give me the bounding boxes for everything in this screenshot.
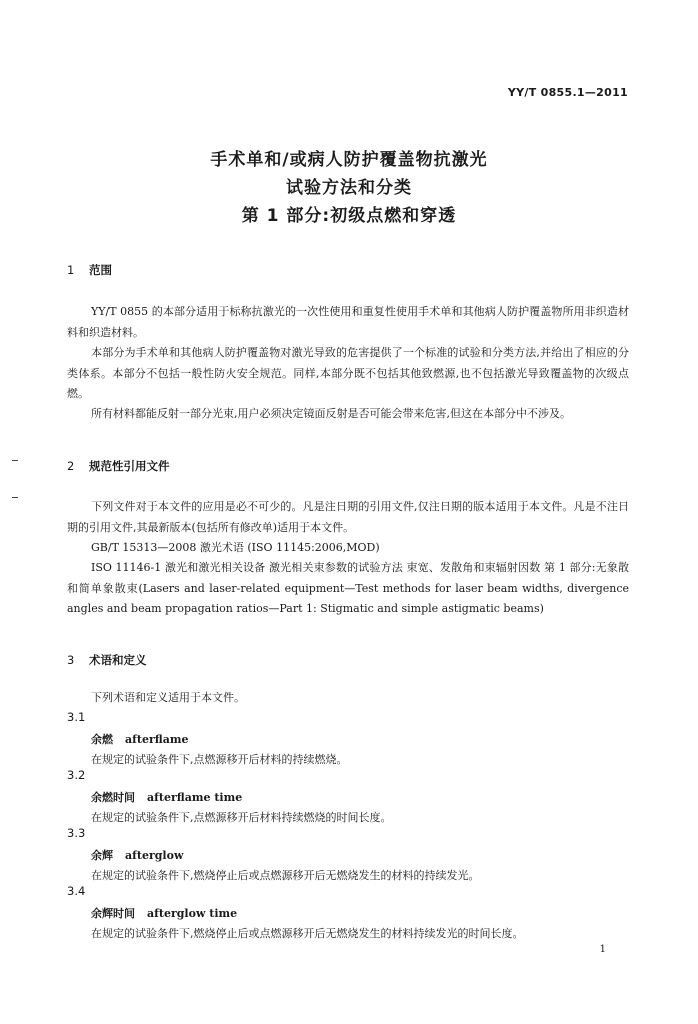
margin-mark bbox=[12, 497, 18, 498]
term-name: 余燃时间 afterflame time bbox=[91, 791, 243, 804]
section-2-heading bbox=[67, 458, 170, 474]
section-1-paragraph-2: 本部分为手术单和其他病人防护覆盖物对激光导致的危害提供了一个标准的试验和分类方法,并给出了相应的分类体系。本部分不包括一般性防火安全规范。同样,本部分既不包括其他致燃源,也不包括激光导致覆盖物的次级点燃。 bbox=[67, 346, 629, 400]
section-3-heading bbox=[67, 652, 147, 668]
section-1-paragraph-1: YY/T 0855 的本部分适用于标称抗激光的一次性使用和重复性使用手术单和其他病人防护覆盖物所用非织造材料和织造材料。 bbox=[67, 305, 629, 339]
section-1-number: 1 bbox=[67, 263, 75, 277]
section-2-paragraph-1: 下列文件对于本文件的应用是必不可少的。凡是注日期的引用文件,仅注日期的版本适用于本文件。凡是不注日期的引用文件,其最新版本(包括所有修改单)适用于本文件。 bbox=[67, 500, 629, 534]
term-name: 余辉时间 afterglow time bbox=[91, 907, 238, 920]
title-line-2: 试验方法和分类 bbox=[286, 178, 412, 198]
section-3-intro: 下列术语和定义适用于本文件。 bbox=[91, 691, 245, 704]
section-2-paragraph-3: ISO 11146-1 激光和激光相关设备 激光相关束参数的试验方法 束宽、发散角和束辐射因数 第 1 部分:无象散和简单象散束(Lasers and laser-related equipment—Test methods for laser beam widths, divergence angles and beam propagation ratios—Part 1: Stigmatic and simple astigmatic beams) bbox=[67, 561, 629, 615]
title-line-3: 第 1 部分:初级点燃和穿透 bbox=[241, 206, 457, 226]
term-definition: 在规定的试验条件下,燃烧停止后或点燃源移开后无燃烧发生的材料的持续发光。 bbox=[91, 869, 480, 882]
term-number: 3.3 bbox=[67, 826, 86, 840]
standard-code: YY/T 0855.1—2011 bbox=[507, 86, 628, 99]
section-3-title: 术语和定义 bbox=[89, 653, 147, 667]
section-2-paragraph-2: GB/T 15313—2008 激光术语 (ISO 11145:2006,MOD) bbox=[91, 541, 380, 554]
document-title bbox=[0, 146, 698, 230]
section-2-number: 2 bbox=[67, 459, 75, 473]
section-2-title: 规范性引用文件 bbox=[89, 459, 170, 473]
term-definition: 在规定的试验条件下,燃烧停止后或点燃源移开后无燃烧发生的材料持续发光的时间长度。 bbox=[91, 927, 524, 940]
term-definition: 在规定的试验条件下,点燃源移开后材料持续燃烧的时间长度。 bbox=[91, 811, 392, 824]
term-number: 3.4 bbox=[67, 884, 86, 898]
title-line-1: 手术单和/或病人防护覆盖物抗激光 bbox=[210, 150, 488, 170]
section-1-title: 范围 bbox=[89, 263, 112, 277]
term-number: 3.1 bbox=[67, 710, 86, 724]
term-number: 3.2 bbox=[67, 768, 86, 782]
section-3-number: 3 bbox=[67, 653, 75, 667]
page-number: 1 bbox=[599, 944, 606, 955]
term-name: 余燃 afterflame bbox=[91, 733, 189, 746]
margin-mark bbox=[12, 460, 18, 461]
section-1-heading bbox=[67, 262, 112, 278]
section-1-paragraph-3: 所有材料都能反射一部分光束,用户必须决定镜面反射是否可能会带来危害,但这在本部分中不涉及。 bbox=[91, 407, 571, 420]
term-name: 余辉 afterglow bbox=[91, 849, 184, 862]
term-definition: 在规定的试验条件下,点燃源移开后材料的持续燃烧。 bbox=[91, 753, 348, 766]
